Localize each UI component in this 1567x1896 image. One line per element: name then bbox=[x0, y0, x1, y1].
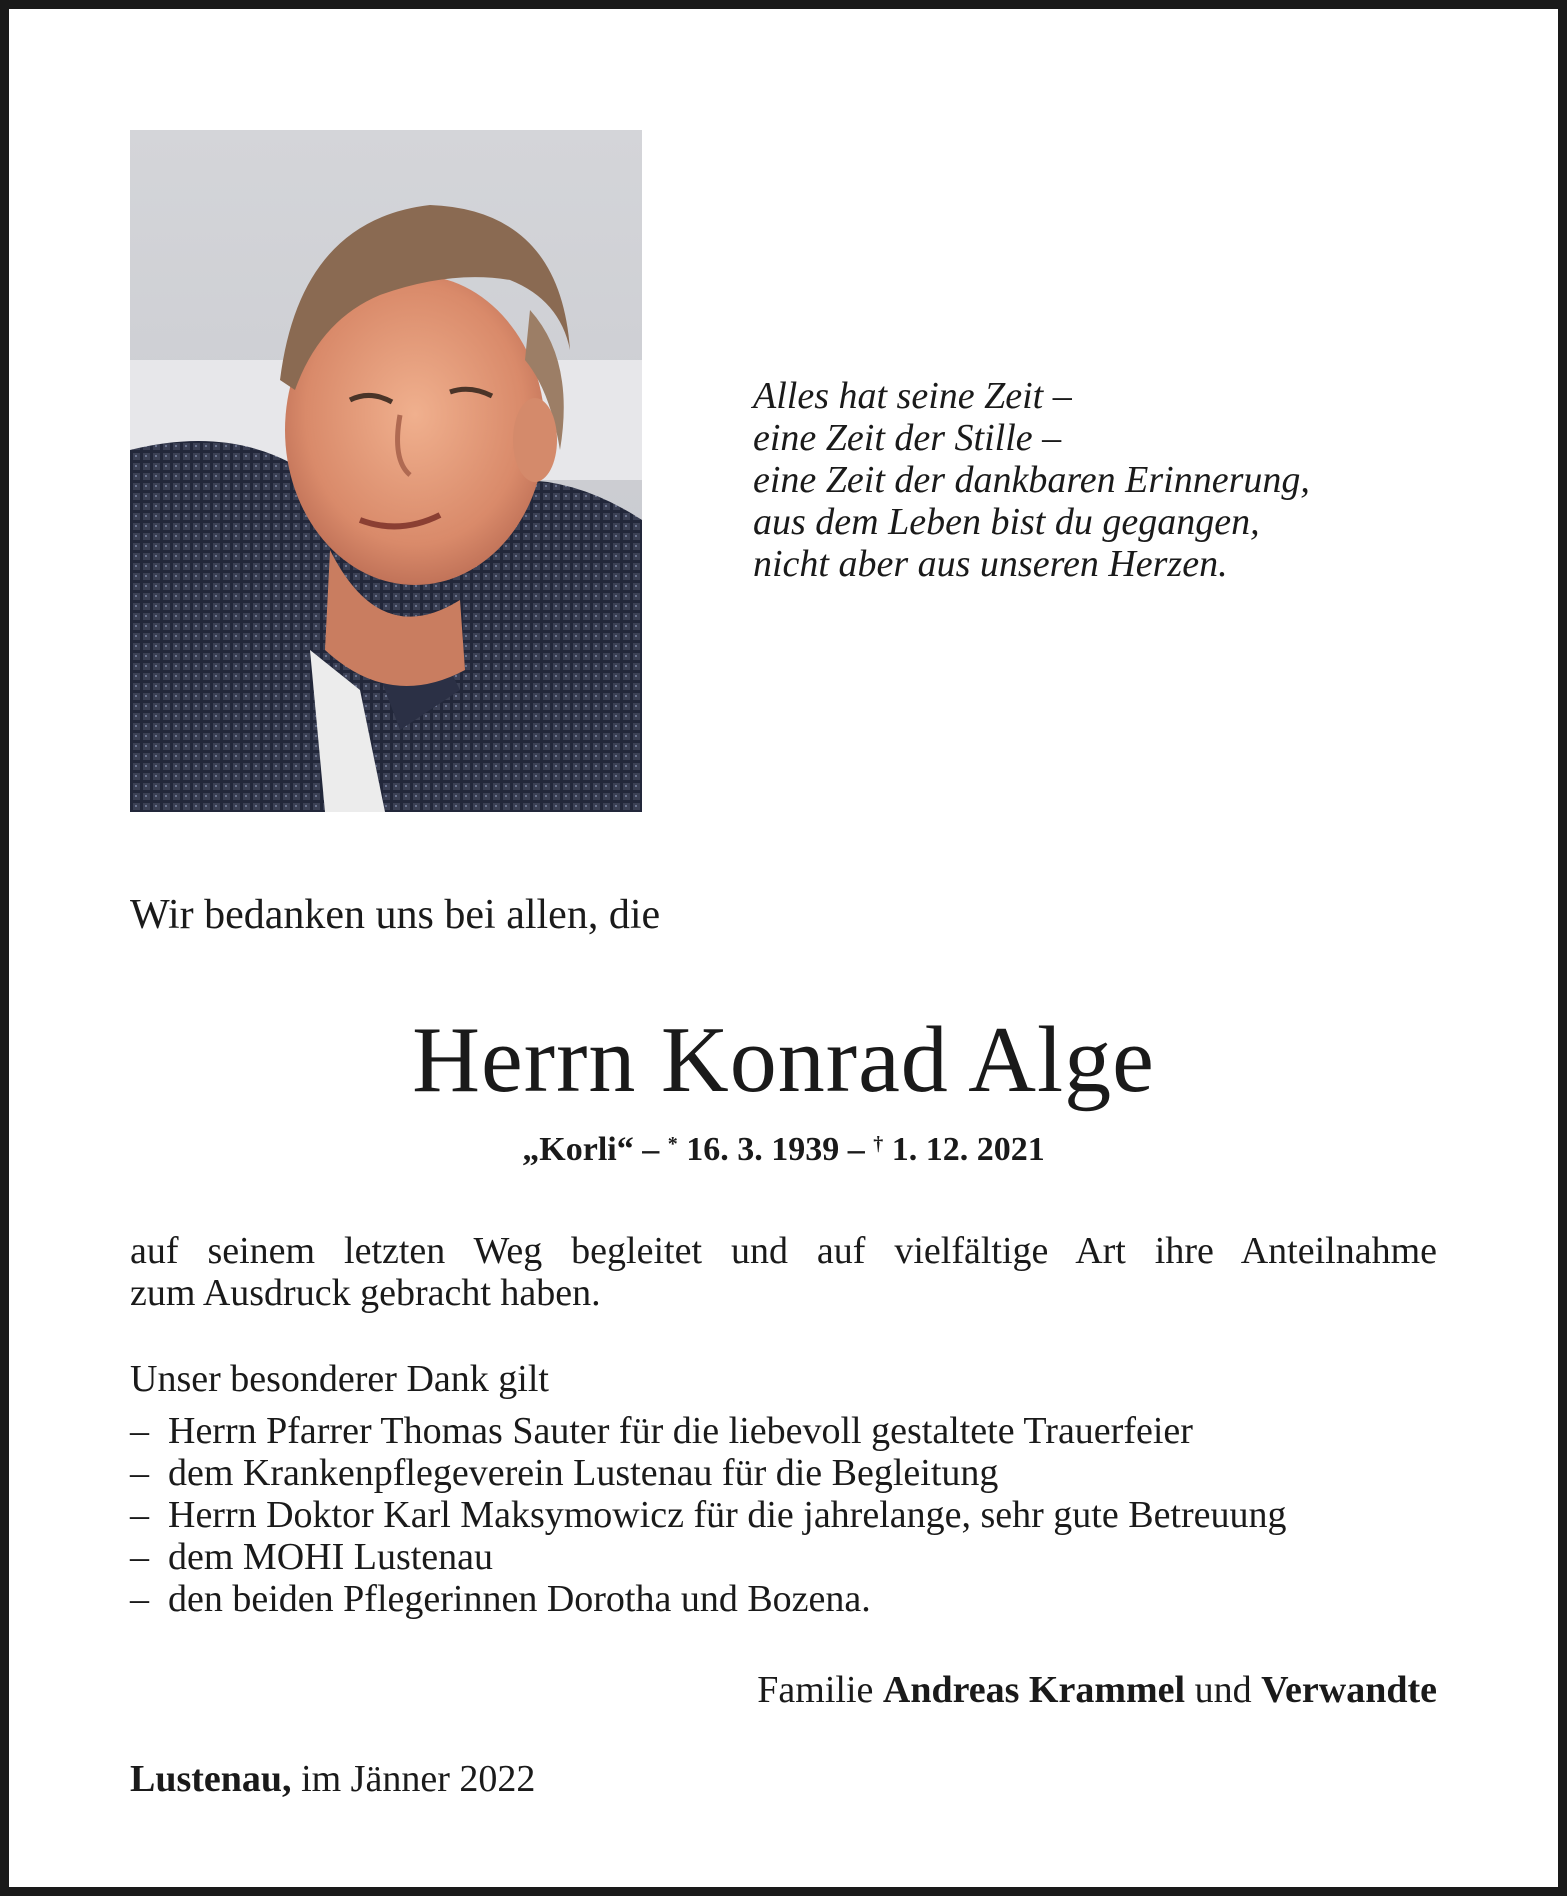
signature-relatives: Verwandte bbox=[1261, 1669, 1437, 1711]
poem-line: eine Zeit der dankbaren Erinnerung, bbox=[753, 459, 1310, 501]
birth-symbol: * bbox=[667, 1133, 678, 1155]
poem bbox=[753, 375, 1473, 585]
signature bbox=[757, 1667, 1437, 1713]
life-dates bbox=[0, 1128, 1567, 1172]
list-item bbox=[130, 1410, 1287, 1452]
poem-line: nicht aber aus unseren Herzen. bbox=[753, 543, 1228, 585]
signature-family: Andreas Krammel bbox=[882, 1669, 1186, 1711]
death-date: 1. 12. 2021 bbox=[883, 1131, 1045, 1168]
death-symbol: † bbox=[873, 1133, 884, 1155]
list-item-text: Herrn Doktor Karl Maksymowicz für die jahrelange, sehr gute Betreuung bbox=[168, 1494, 1287, 1536]
dash: – bbox=[130, 1578, 149, 1620]
list-item bbox=[130, 1536, 1287, 1578]
list-item-text: Herrn Pfarrer Thomas Sauter für die liebevoll gestaltete Trauerfeier bbox=[168, 1410, 1193, 1452]
date-separator: – bbox=[633, 1131, 668, 1168]
dash: – bbox=[130, 1410, 149, 1452]
deceased-name: Herrn Konrad Alge bbox=[412, 1008, 1155, 1112]
poem-line: Alles hat seine Zeit – bbox=[753, 375, 1072, 417]
poem-line: eine Zeit der Stille – bbox=[753, 417, 1062, 459]
list-item bbox=[130, 1578, 1287, 1620]
dash: – bbox=[130, 1494, 149, 1536]
dank-list bbox=[130, 1410, 1287, 1620]
dank-intro: Unser besonderer Dank gilt bbox=[130, 1358, 549, 1400]
thanks-intro: Wir bedanken uns bei allen, die bbox=[130, 892, 661, 938]
list-item-text: dem MOHI Lustenau bbox=[168, 1536, 494, 1578]
dash: – bbox=[130, 1452, 149, 1494]
signature-connector: und bbox=[1185, 1669, 1262, 1711]
list-item bbox=[130, 1494, 1287, 1536]
dash: – bbox=[130, 1536, 149, 1578]
body-line: auf seinem letzten Weg begleitet und auf vielfältige Art ihre Anteilnahme bbox=[130, 1230, 1437, 1272]
date: im Jänner 2022 bbox=[291, 1758, 536, 1800]
place-date bbox=[130, 1756, 535, 1802]
body-text bbox=[130, 1230, 1437, 1314]
list-item bbox=[130, 1452, 1287, 1494]
birth-date: 16. 3. 1939 bbox=[677, 1131, 840, 1168]
list-item-text: den beiden Pflegerinnen Dorotha und Bozena. bbox=[168, 1578, 871, 1620]
portrait-photo bbox=[130, 130, 642, 812]
nickname: „Korli“ bbox=[522, 1131, 634, 1168]
poem-line: aus dem Leben bist du gegangen, bbox=[753, 501, 1260, 543]
date-separator: – bbox=[839, 1131, 874, 1168]
list-item-text: dem Krankenpflegeverein Lustenau für die Begleitung bbox=[168, 1452, 999, 1494]
body-line: zum Ausdruck gebracht haben. bbox=[130, 1272, 601, 1314]
place: Lustenau, bbox=[130, 1758, 292, 1800]
signature-prefix: Familie bbox=[757, 1669, 883, 1711]
